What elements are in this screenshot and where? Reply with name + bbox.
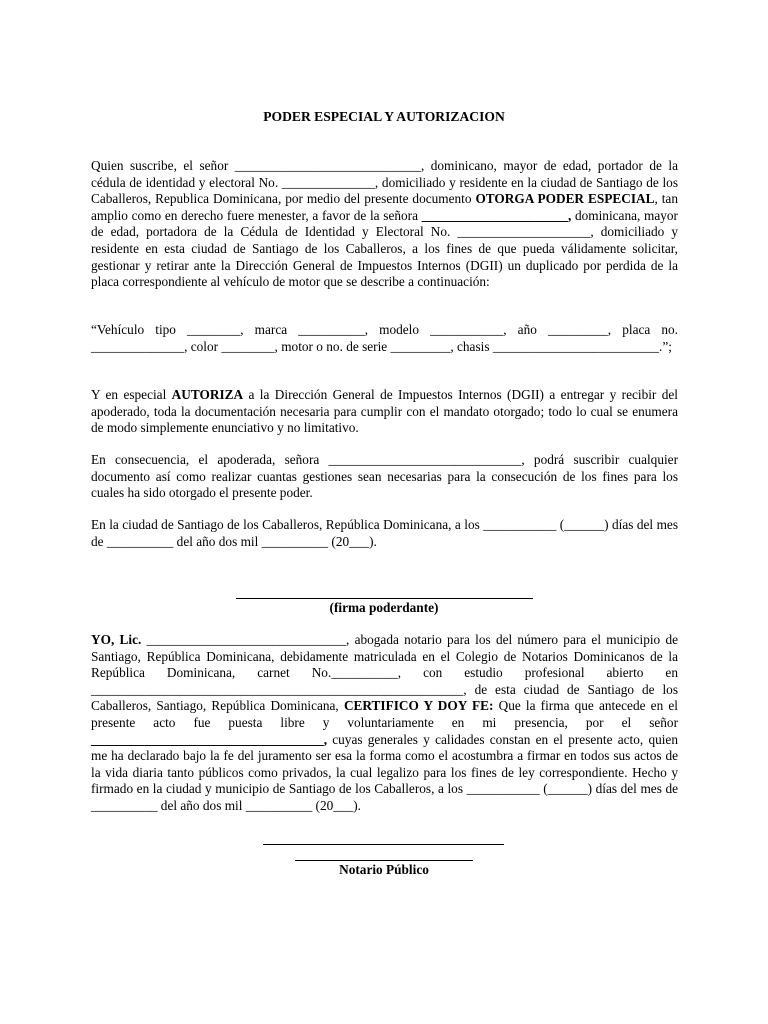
paragraph-poder-text-2: , tan amplio como en derecho fuere menester, a favor de la señora	[91, 191, 678, 223]
paragraph-notario	[91, 632, 678, 815]
paragraph-autoriza-text-2: a la Dirección General de Impuestos Internos (DGII) a entregar y recibir del apoderado, toda la documentación necesaria para cumplir con el mandato otorgado; todo lo cual se enumera de modo simplemente enunciativo y no limitativo.	[91, 387, 678, 436]
paragraph-vehiculo: “Vehículo tipo ________, marca __________, modelo ___________, año _________, placa no. ______________, color ________, motor o no. de serie _________, chasis _________________________.”;	[91, 322, 678, 354]
signature-label-notario: Notario Público	[339, 862, 429, 877]
paragraph-notario-bold-certifico: CERTIFICO Y DOY FE:	[343, 698, 494, 714]
paragraph-autoriza	[91, 387, 678, 437]
signature-label-poderdante: (firma poderdante)	[329, 600, 439, 615]
paragraph-notario-text-1: ______________________________, abogada notario para los del número para el municipio de Santiago, República Dominicana, debidamente matriculada en el Colegio de Notarios Dominicanos de la República Dominicana, carnet No.__________, con estudio profesional abierto en ________________________________________________________, de esta ciudad de Santiago de los Caballeros, Santiago, República Dominicana,	[91, 632, 678, 714]
paragraph-notario-text-3: cuyas generales y calidades constan en el presente acto, quien me ha declarado bajo la fe del juramento ser esa la forma como el acostumbra a firmar en todos sus actos de la vida diaria tanto públicos como privados, la cual legalizo para los fines de ley correspondiente. Hecho y firmado en la ciudad y municipio de Santiago de los Caballeros, a los ___________ (______) días del mes de __________ del año dos mil __________ (20___).	[91, 731, 678, 813]
paragraph-notario-text-2: Que la firma que antecede en el presente acto fue puesta libre y voluntariamente en mi presencia, por el señor	[91, 698, 678, 730]
paragraph-autoriza-text-1: Y en especial	[91, 387, 172, 402]
paragraph-notario-bold-yo: YO, Lic.	[91, 632, 142, 647]
paragraph-poder	[91, 158, 678, 291]
signature-line-notario-2	[295, 860, 473, 861]
signature-line-poderdante	[236, 598, 533, 599]
paragraph-consecuencia: En consecuencia, el apoderada, señora _____________________________, podrá suscribir cualquier documento así como realizar cuantas gestiones sean necesarias para la consecución de los fines para los cuales ha sido otorgado el presente poder.	[91, 452, 678, 501]
paragraph-poder-text-3: dominicana, mayor de edad, portadora de la Cédula de Identidad y Electoral No. ____________________, domiciliado y residente en esta ciudad de Santiago de los Caballeros, a los fines de que pueda válidamente solicitar, gestionar y retirar ante la Dirección General de Impuestos Internos (DGII) un duplicado por perdida de la placa correspondiente al vehículo de motor que se describe a continuación:	[91, 207, 678, 290]
paragraph-poder-bold-senora: ______________________,	[421, 207, 572, 223]
signature-line-notario-1	[263, 844, 504, 845]
document-title: PODER ESPECIAL Y AUTORIZACION	[263, 109, 505, 124]
paragraph-autoriza-bold: AUTORIZA	[171, 387, 244, 402]
paragraph-poder-text-1: Quien suscribe, el señor ____________________________, dominicano, mayor de edad, portador de la cédula de identidad y electoral No. ______________, domiciliado y residente en la ciudad de Santiago de los Caballeros, Republica Dominicana, por medio del presente documento	[91, 158, 678, 207]
paragraph-notario-bold-senor: ___________________________________,	[91, 731, 328, 747]
paragraph-poder-bold-otorga: OTORGA PODER ESPECIAL	[475, 191, 655, 207]
paragraph-fecha: En la ciudad de Santiago de los Caballeros, República Dominicana, a los ___________ (______) días del mes de __________ del año dos mil __________ (20___).	[91, 517, 678, 549]
